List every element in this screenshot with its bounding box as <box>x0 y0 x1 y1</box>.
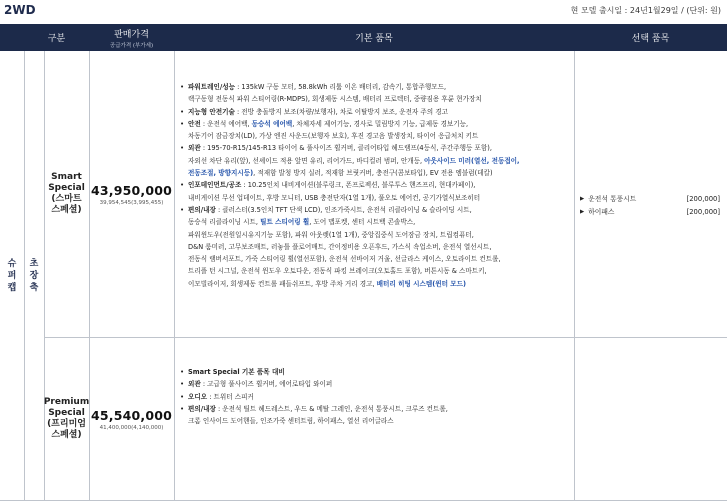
trim-name-line: Smart <box>51 172 82 182</box>
feature-text: , 적재함 발청 방지 실러, 적재함 브릿커버, 충전구(콤보타입), EV 전용 엠블럼(데칼) <box>253 169 493 178</box>
feature-heading: 안전 <box>188 119 201 128</box>
group-char: 장 <box>29 271 39 281</box>
feature-line <box>180 378 572 390</box>
trim-name-line: Special <box>48 183 85 193</box>
group-subname <box>24 51 44 501</box>
option-item <box>580 193 720 206</box>
feature-text: : 10.25인치 내비게이션(블루링크, 폰프로젝션, 블루투스 핸즈프리, 현대카페이), <box>241 181 476 190</box>
feature-line <box>180 204 572 216</box>
feature-line <box>180 241 572 253</box>
feature-heading: 외관 <box>188 144 201 153</box>
feature-highlight: 동승석 에어백 <box>251 119 293 128</box>
feature-line <box>180 229 572 241</box>
page-title: 2WD <box>4 3 36 17</box>
feature-text: 트리플 턴 시그널, 운전석 윈도우 오토다운, 전동식 파킹 브레이크(오토홀드 포함), 버튼시동 & 스마트키, <box>188 267 487 276</box>
feature-line <box>180 265 572 277</box>
feature-text: 내비게이션 무선 업데이트, 후방 모니터, USB 충전단자(1열 1개), 풀오토 에어컨, 공기가열식보조히터 <box>188 193 481 202</box>
feature-text: : 운전석 에어백, <box>200 119 252 128</box>
feature-text: 동승석 리클라이닝 시트, <box>188 218 261 227</box>
group-char: 초 <box>29 259 39 269</box>
feature-heading: 인포테인먼트/공조 <box>188 181 242 190</box>
feature-line <box>180 415 572 427</box>
feature-line <box>180 391 572 403</box>
feature-text: : 트위터 스피커 <box>207 392 254 401</box>
feature-text: : 전방 충돌방지 보조(차량/보행자), 차로 이탈방지 보조, 운전자 주의 경고 <box>234 107 448 116</box>
feature-text: : 135kW 구동 모터, 58.8kWh 리튬 이온 배터리, 감속기, 통합주행모드, <box>235 83 447 91</box>
option-list <box>580 193 720 218</box>
feature-text: 자외선 차단 유리(앞), 선셰이드 적용 앞면 유리, 리어가드, 바디컬러 범퍼, 안개등, <box>188 156 425 165</box>
feature-highlight: 배터리 히팅 시스템(윈터 모드) <box>376 279 467 288</box>
feature-text: 크롬 인사이드 도어핸들, 인조가죽 센터트림, 하이패스, 열선 리어글라스 <box>188 417 394 426</box>
feature-heading: Smart Special 기본 품목 대비 <box>188 368 285 376</box>
trim-price: 45,540,000 41,400,000(4,140,000) <box>90 407 173 431</box>
table-header <box>0 24 727 51</box>
feature-line <box>180 216 572 228</box>
feature-line <box>180 93 572 105</box>
feature-list <box>180 81 572 290</box>
header-price: 판매가격 공급가격 (부가세) <box>109 29 154 49</box>
trim-name-line: (프리미엄 <box>47 419 86 429</box>
trim-name-line: Premium <box>43 397 90 407</box>
feature-line <box>180 130 572 142</box>
feature-heading: 편의/내장 <box>188 404 216 413</box>
trim-name-line: 스페셜) <box>51 430 82 440</box>
feature-line <box>180 106 572 118</box>
header-features: 기본 품목 <box>355 34 393 44</box>
feature-text: 이모빌라이저, 회생제동 컨트롤 패들쉬프트, 후방 주차 거리 경고, <box>188 279 377 288</box>
group-char: 슈 <box>7 259 17 269</box>
feature-text: , 도어 맵포켓, 센터 시트백 콘솔박스, <box>309 218 416 227</box>
option-price: [200,000] <box>686 195 720 203</box>
feature-list <box>180 366 572 427</box>
group-char: 캡 <box>7 283 17 293</box>
group-char: 축 <box>29 283 39 293</box>
group-char: 퍼 <box>7 271 17 281</box>
trim-name-line: Special <box>48 408 85 418</box>
release-info: 현 모델 출시일 : 24년1월29일 / (단위: 원) <box>570 6 721 15</box>
feature-heading: 편의/내장 <box>188 205 216 214</box>
feature-line <box>180 167 572 179</box>
trim-name <box>44 51 89 337</box>
header-category: 구분 <box>47 34 66 44</box>
option-label: ▶ 하이패스 <box>580 206 615 219</box>
feature-text: 차동기어 잠금장치(LD), 가상 엔진 사운드(보행자 보호), 후진 경고음 발생장치, 타이어 응급처치 키트 <box>188 132 479 141</box>
feature-line <box>180 192 572 204</box>
feature-line <box>180 278 572 290</box>
feature-line <box>180 179 572 191</box>
option-item <box>580 206 720 219</box>
feature-text: : 195-70-R15/145-R13 타이어 & 풀사이즈 휠커버, 클리어타입 헤드램프(4등식, 주간주행등 포함), <box>200 144 492 153</box>
feature-text: , 차체자세 제어기능, 경사로 밀림방지 기능, 급제동 경보기능, <box>292 119 469 128</box>
feature-text: 파워윈도우(전원일시유지기능 포함), 파워 아웃렛(1열 1개), 중앙집중식 도어잠금 장치, 트립컴퓨터, <box>188 230 474 239</box>
feature-heading: 파워트레인/성능 <box>188 83 235 91</box>
feature-line <box>180 142 572 154</box>
feature-highlight: 틸트 스티어링 휠 <box>260 218 310 227</box>
feature-text: : 운전석 틸트 헤드레스트, 우드 & 메탈 그레인, 운전석 통풍시트, 크루즈 컨트롤, <box>215 404 448 413</box>
feature-line <box>180 81 572 93</box>
header-options: 선택 품목 <box>631 34 670 44</box>
feature-text: D&N 룸미러, 고무보조매트, 러놓틀 플로어매트, 간이정비용 오픈후드, 가스식 쇽업소버, 운전석 열선시트, <box>188 242 492 251</box>
feature-line <box>180 155 572 167</box>
feature-heading: 오디오 <box>188 392 208 401</box>
group-name <box>0 51 24 501</box>
feature-line <box>180 403 572 415</box>
trim-name-line: 스페셜) <box>51 205 82 215</box>
feature-heading: 지능형 안전기술 <box>188 107 235 116</box>
feature-text: 랙구동형 전동식 파워 스티어링(R-MDPS), 회생제동 시스템, 배터리 프로텍터, 중량짐용 후륜 현가장치 <box>188 95 482 104</box>
feature-line <box>180 253 572 265</box>
feature-line <box>180 366 572 378</box>
feature-heading: 외관 <box>188 380 201 389</box>
option-label: ▶ 운전석 통풍시트 <box>580 193 636 206</box>
trim-price: 43,950,000 39,954,545(3,995,455) <box>90 182 173 206</box>
feature-text: 전동식 램버서포트, 가죽 스티어링 휠(열선포함), 운전석 선바이저 거울, 선글라스 케이스, 오토라이트 컨트롤, <box>188 255 501 264</box>
feature-text: : 고급형 풀사이즈 휠커버, 에어로타입 와이퍼 <box>200 380 333 389</box>
option-price: [200,000] <box>686 207 720 216</box>
trim-name <box>44 338 89 500</box>
feature-text: : 클러스터(3.5인치 TFT 단색 LCD), 인조가죽시트, 운전석 리클라이닝 & 슬라이딩 시트, <box>215 205 472 214</box>
feature-line <box>180 118 572 130</box>
trim-name-line: (스마트 <box>51 194 82 204</box>
feature-highlight: 전동조절, 방향지시등) <box>188 169 254 178</box>
feature-highlight: 아웃사이드 미러(열선, 전동접이, <box>424 156 520 165</box>
